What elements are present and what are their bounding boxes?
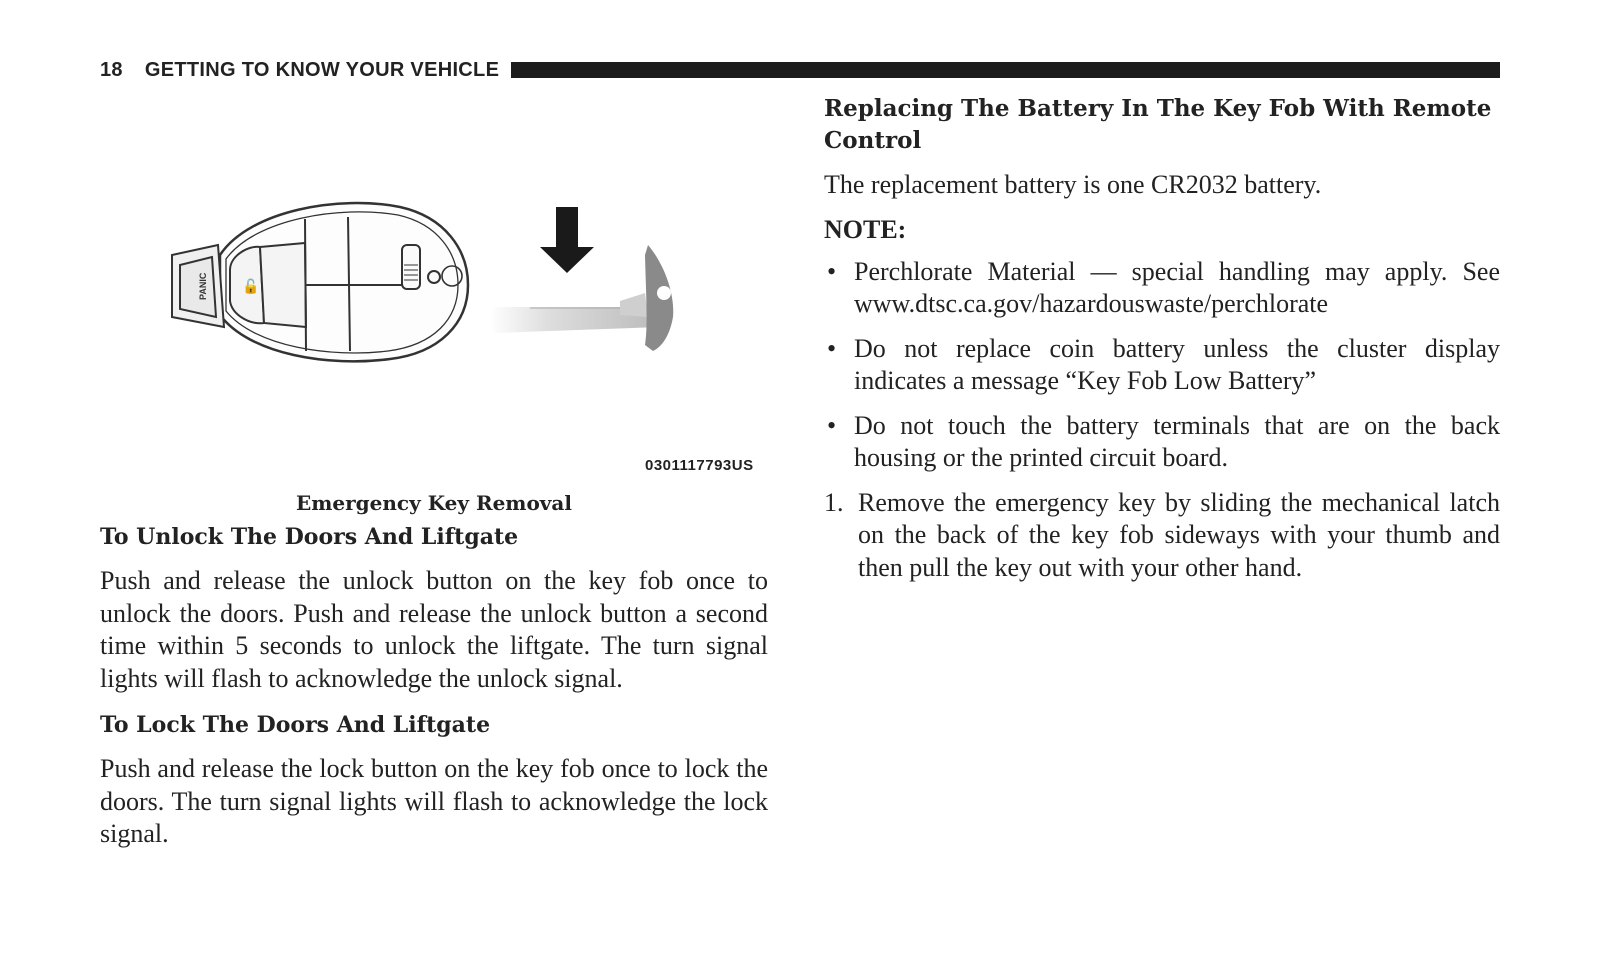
key-fob-icon bbox=[172, 203, 468, 361]
svg-text:🔓: 🔓 bbox=[242, 278, 260, 294]
bullet-icon: • bbox=[827, 333, 837, 363]
emergency-key-icon bbox=[490, 245, 674, 351]
step-number: 1. bbox=[824, 487, 844, 517]
battery-paragraph: The replacement battery is one CR2032 battery. bbox=[824, 170, 1322, 199]
page-header bbox=[100, 58, 1500, 82]
unlock-paragraph: Push and release the unlock button on the key fob once to unlock the doors. Push and release the unlock button a second time within 5 seconds to unlock the liftgate. The turn signal lights will flash to acknowledge the unlock signal. bbox=[100, 566, 768, 693]
note-item bbox=[824, 333, 1500, 398]
key-fob-illustration bbox=[100, 95, 768, 487]
note-text: Do not replace coin battery unless the cluster display indicates a message “Key Fob Low Battery” bbox=[854, 333, 1500, 395]
note-list bbox=[824, 256, 1500, 475]
lock-paragraph: Push and release the lock button on the key fob once to lock the doors. The turn signal lights will flash to acknowledge the lock signal. bbox=[100, 754, 768, 848]
note-text: Perchlorate Material — special handling may apply. See www.dtsc.ca.gov/hazardouswaste/perchlorate bbox=[854, 256, 1500, 318]
figure-code: 0301117793US bbox=[645, 457, 754, 474]
step-text: Remove the emergency key by sliding the mechanical latch on the back of the key fob sideways with your thumb and then pull the key out with your other hand. bbox=[858, 487, 1500, 582]
right-column bbox=[824, 93, 1500, 584]
note-text: Do not touch the battery terminals that are on the back housing or the printed circuit board. bbox=[854, 410, 1500, 472]
bullet-icon: • bbox=[827, 256, 837, 286]
note-label: NOTE: bbox=[824, 214, 907, 244]
note-item bbox=[824, 256, 1500, 321]
unlock-heading: To Unlock The Doors And Liftgate bbox=[100, 524, 519, 550]
lock-heading: To Lock The Doors And Liftgate bbox=[100, 712, 491, 738]
left-column bbox=[100, 95, 768, 851]
bullet-icon: • bbox=[827, 410, 837, 440]
down-arrow-icon bbox=[540, 207, 594, 273]
emergency-key-figure bbox=[100, 95, 768, 487]
section-title: GETTING TO KNOW YOUR VEHICLE bbox=[144, 58, 500, 81]
note-item bbox=[824, 410, 1500, 475]
panic-label: PANIC bbox=[198, 272, 208, 300]
figure-caption: Emergency Key Removal bbox=[296, 491, 572, 515]
battery-heading: Replacing The Battery In The Key Fob With Remote Control bbox=[824, 95, 1492, 154]
step-item bbox=[824, 487, 1500, 585]
header-rule bbox=[511, 62, 1500, 78]
steps-list bbox=[824, 487, 1500, 585]
page-number: 18 bbox=[100, 58, 123, 81]
